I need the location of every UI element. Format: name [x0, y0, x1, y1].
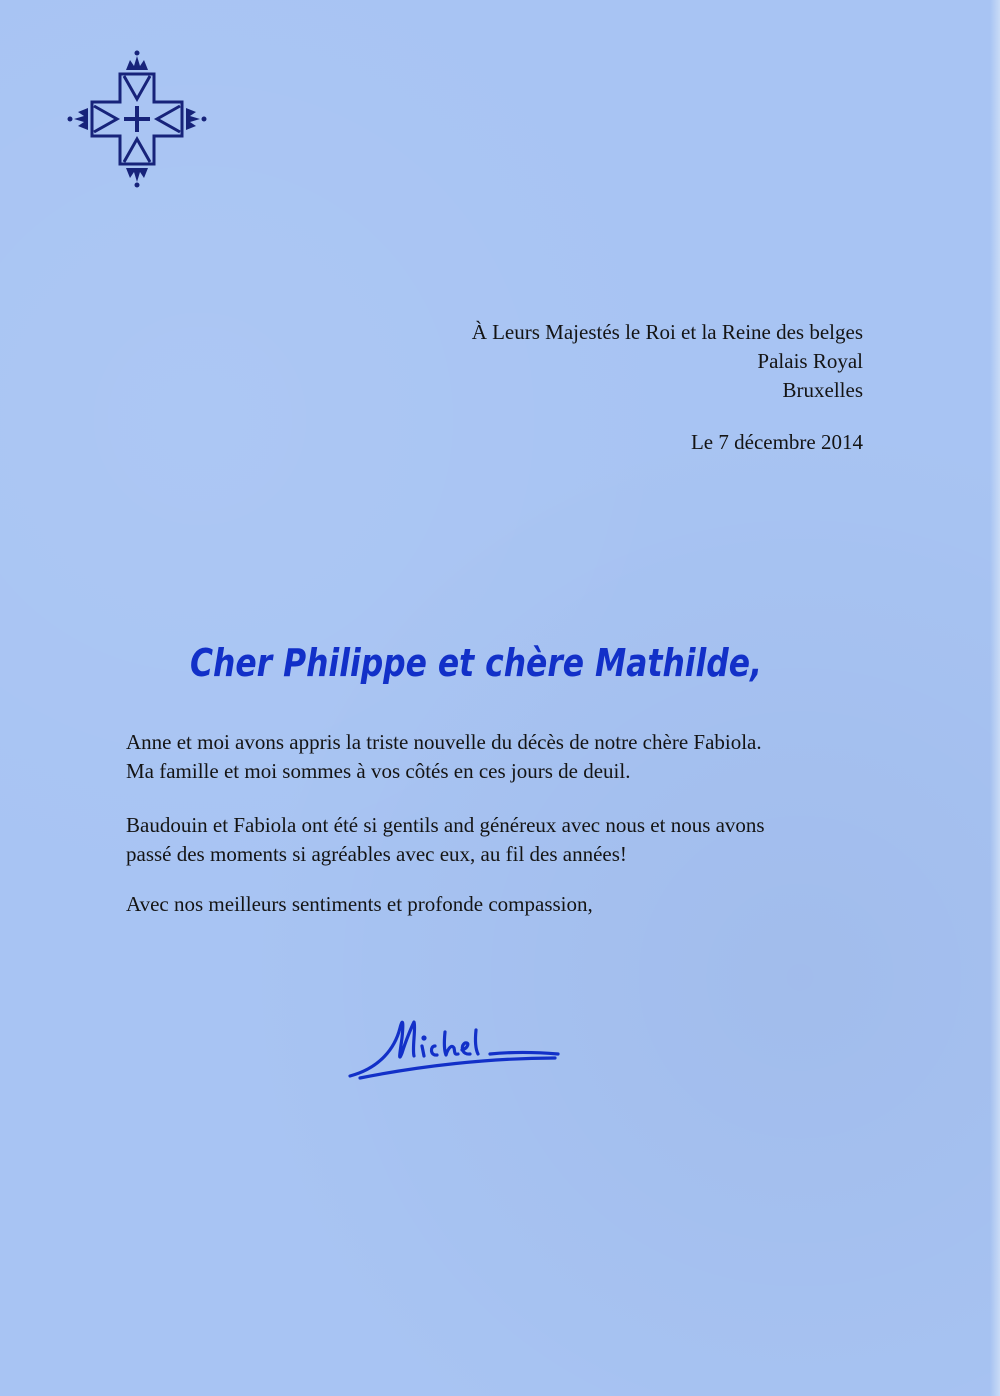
address-line-palace: Palais Royal	[757, 349, 863, 373]
paragraph-memories	[126, 811, 886, 869]
paragraph-line: Ma famille et moi sommes à vos côtés en ces jours de deuil.	[126, 759, 631, 783]
paragraph-line: Anne et moi avons appris la triste nouvelle du décès de notre chère Fabiola.	[126, 730, 762, 754]
paragraph-line: passé des moments si agréables avec eux, au fil des années!	[126, 842, 627, 866]
paragraph-condolence	[126, 728, 886, 786]
salutation-text: Cher Philippe et chère Mathilde,	[190, 641, 762, 685]
letter-date: Le 7 décembre 2014	[690, 430, 863, 454]
paragraph-line: Baudouin et Fabiola ont été si gentils and généreux avec nous et nous avons	[126, 813, 765, 837]
recipient-address	[472, 318, 863, 405]
paper-edge	[990, 0, 1000, 1396]
royal-monogram-icon	[62, 44, 212, 194]
closing-line	[126, 890, 886, 919]
handwritten-salutation	[190, 632, 770, 696]
address-line-recipient: À Leurs Majestés le Roi et la Reine des belges	[471, 320, 863, 344]
address-line-city: Bruxelles	[782, 378, 863, 402]
handwritten-signature	[340, 1008, 570, 1083]
closing-text: Avec nos meilleurs sentiments et profonde compassion,	[126, 892, 593, 916]
